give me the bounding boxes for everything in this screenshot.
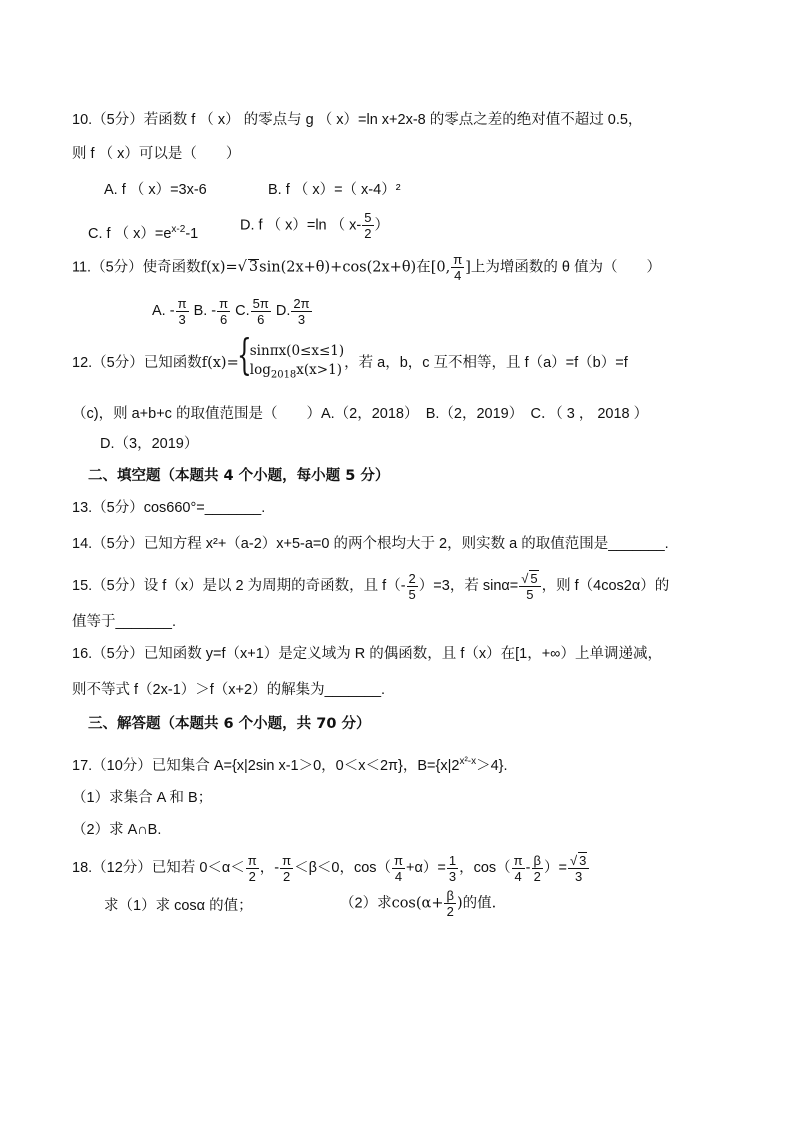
q10-option-d: D. f （ x）=ln （ x- $\frac{5}{2}$ ） bbox=[240, 210, 389, 241]
q15-stem: 15.（5分）设 f（x）是以 2 为周期的奇函数，且 f（- $\frac{2}{5}$ ）=3，若 sinα= $\frac{√ 5}{5}$ ，则 f（4cos2α）的 bbox=[72, 570, 670, 602]
q18-stem: 18.（12分）已知若 0＜α＜ $\frac{\pi}{2}$ ，- $\frac{\pi}{2}$ ＜β＜0，cos（ $\frac{\pi}{4}$ +α）= $\frac{1}{3}$ ，cos（ $\frac{\pi}{4}$ - $\frac{\beta}{2}$ ）= $\frac{√ 3}{3}$ bbox=[72, 852, 590, 884]
q17-part2: （2）求 A∩B. bbox=[72, 822, 162, 838]
q13: 13.（5分）cos660°=_______. bbox=[72, 500, 266, 516]
q10-option-b: B. f （ x）=（ x-4）² bbox=[268, 182, 401, 198]
q11-option-d: D. $\frac{2\pi}{3}$ bbox=[275, 296, 310, 327]
q10-stem-line1: 10.（5分）若函数 f （ x） 的零点与 g （ x）=ln x+2x-8 的零点之差的绝对值不超过 0.5， bbox=[72, 112, 643, 128]
q17-part1: （1）求集合 A 和 B； bbox=[72, 790, 213, 806]
section-heading-solutions: 三、解答题（本题共 6 个小题，共 70 分） bbox=[88, 716, 371, 732]
q10-stem-line2: 则 f （ x）可以是（ ） bbox=[72, 146, 241, 162]
q15-stem-line2: 值等于_______. bbox=[72, 614, 176, 630]
q11-option-a: A. - $\frac{\pi}{3}$ bbox=[152, 296, 187, 327]
q14: 14.（5分）已知方程 x²+（a-2）x+5-a=0 的两个根均大于 2，则实数 a 的取值范围是_______. bbox=[72, 536, 669, 552]
q12-stem-line2: （c)，则 a+b+c 的取值范围是（ ）A.（2，2018） B.（2，2019） C．（ 3 ， 2018 ） bbox=[72, 406, 649, 422]
q12-option-d: D.（3，2019） bbox=[100, 436, 199, 452]
q12-piecewise: { sinπx(0≤x≤1) $\log_{2018}x(x>1)$ bbox=[240, 342, 344, 385]
q16-stem-line1: 16.（5分）已知函数 y=f（x+1）是定义域为 R 的偶函数，且 f（x）在[1，+∞）上单调递减， bbox=[72, 646, 663, 662]
q11-stem: 11.（5分）使奇函数f(x)=√ 3sin(2x+θ)+cos(2x+θ)在[0, $\frac{\pi}{4}$ ]上为增函数的 θ 值为（ ） bbox=[72, 252, 661, 283]
q10-option-c: C. f （ $x)=e^{x-2}-1$ bbox=[88, 224, 199, 242]
q16-stem-line2: 则不等式 f（2x-1）＞f（x+2）的解集为_______. bbox=[72, 682, 386, 698]
q11-option-b: B. - $\frac{\pi}{6}$ bbox=[193, 296, 229, 327]
q12-stem: 12.（5分）已知函数f(x)= { sinπx(0≤x≤1) $\log_{2018}x(x>1)$ ，若 a，b，c 互不相等，且 f（a）=f（b）=f bbox=[72, 342, 628, 385]
section-heading-fill-in: 二、填空题（本题共 4 个小题，每小题 5 分） bbox=[88, 468, 390, 484]
q17-stem: 17.（10分）已知集合 A={x|2sin x-1＞0，0＜x＜2π}，$B=\{x|2^{x^2-x}>4\}$. bbox=[72, 756, 508, 774]
q18-ask1: 求（1）求 cosα 的值； bbox=[104, 898, 253, 914]
q18-ask2: （2）求cos(α+ $\frac{\beta}{2}$ )的值. bbox=[340, 888, 497, 919]
q10-option-a: A. f （ x）=3x-6 bbox=[104, 182, 207, 198]
q11-options bbox=[152, 296, 313, 327]
q11-option-c: C. $\frac{5\pi}{6}$ bbox=[235, 296, 269, 327]
